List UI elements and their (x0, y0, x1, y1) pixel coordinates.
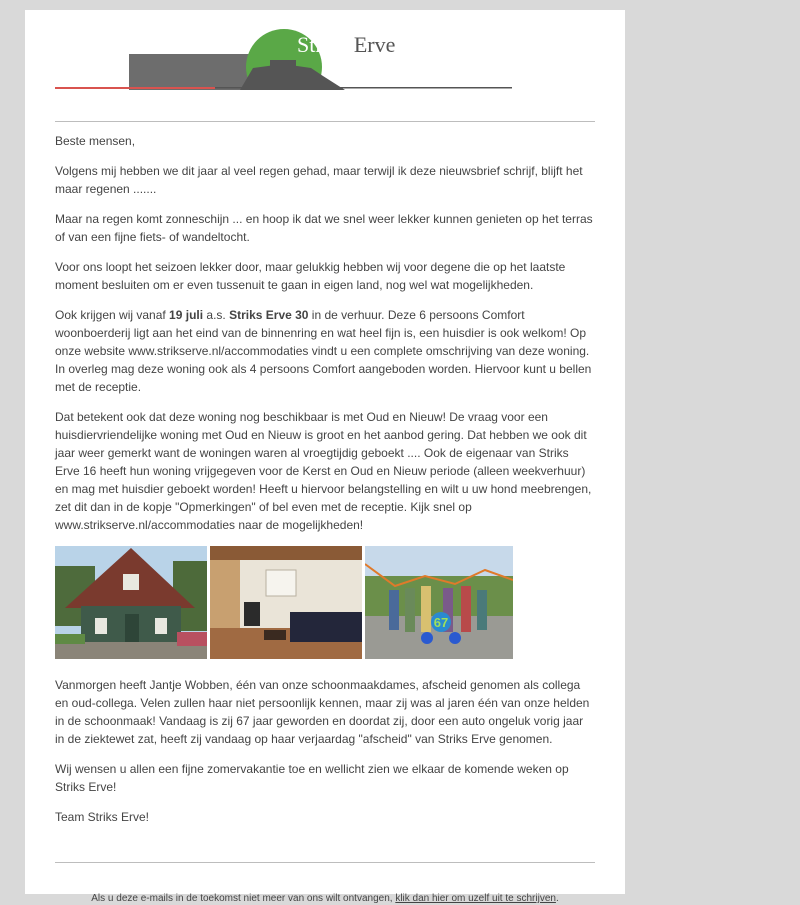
footer-end: . (555, 893, 559, 904)
footer-text: Als u deze e-mails in de toekomst niet meer van ons wilt ontvangen, (91, 893, 396, 904)
new-house-name: Striks Erve 30 (229, 308, 309, 322)
bottom-divider (55, 862, 595, 863)
paragraph-new-house (55, 306, 595, 396)
new-house-as: a.s. (203, 308, 230, 322)
footer-unsubscribe (0, 893, 650, 904)
logo-graphic (55, 20, 512, 90)
paragraph-rain: Volgens mij hebben we dit jaar al veel regen gehad, maar terwijl ik deze nieuwsbrief schrijf, blijft het maar regenen ....... (55, 164, 583, 196)
unsubscribe-link[interactable]: klik dan hier om uzelf uit te schrijven (395, 893, 556, 904)
new-house-details: in de verhuur. Deze 6 persoons Comfort woonboerderij ligt aan het eind van de binnenring en wat heel fijn is, een huisdier is ook welkom! Op onze website www.strikserve.nl/accommodaties vindt u een complete omschrijving van deze woning. In overleg mag deze woning ook als 4 persoons Comfort aangeboden worden. Hiervoor kunt u bellen met de receptie. (55, 308, 592, 394)
logo-wordmark (297, 34, 395, 56)
top-divider (55, 121, 595, 122)
balloon-number: 67 (433, 615, 449, 630)
new-house-date: 19 juli (169, 308, 204, 322)
paragraph-sunshine: Maar na regen komt zonneschijn ... en hoop ik dat we snel weer lekker kunnen genieten op het terras of van een fijne fiets- of wandeltocht. (55, 212, 593, 244)
newsletter-body (55, 132, 595, 838)
signoff: Team Striks Erve! (55, 810, 150, 824)
paragraph-new-year: Dat betekent ook dat deze woning nog beschikbaar is met Oud en Nieuw! De vraag voor een huisdiervriendelijke woning met Oud en Nieuw is groot en het aanbod gering. Dat hebben we ook dit jaar weer gemerkt want de woningen waren al vroegtijdig geboekt .... Ook de eigenaar van Striks Erve 16 heeft hun woning vrijgegeven voor de Kerst en Oud en Nieuw periode (alleen weekverhuur) en mag met huisdier geboekt worden! Heeft u hiervoor belangstelling en wilt u uw hond meebrengen, zet dit dan in de kopje "Opmerkingen" of bel even met de receptie. Kijk snel op www.strikserve.nl/accommodaties naar de mogelijkheden! (55, 410, 592, 532)
photo-farmhouse-exterior[interactable] (55, 546, 207, 659)
paragraph-season: Voor ons loopt het seizoen lekker door, maar gelukkig hebben wij voor degene die op het laatste moment besluiten om er even tussenuit te gaan in eigen land, nog wel wat mogelijkheden. (55, 260, 566, 292)
newsletter-header (55, 20, 512, 90)
newsletter-card (25, 10, 625, 894)
new-house-intro: Ook krijgen wij vanaf (55, 308, 170, 322)
photo-living-room[interactable] (210, 546, 362, 659)
barn-silhouette (129, 54, 249, 90)
greeting: Beste mensen, (55, 134, 136, 148)
farmhouse-gable (270, 60, 296, 90)
paragraph-wishes: Wij wensen u allen een fijne zomervakantie toe en wellicht zien we elkaar de komende weken op Striks Erve! (55, 762, 569, 794)
logo-word-striks: Striks (297, 32, 349, 57)
photo-strip (55, 546, 595, 659)
logo-word-erve: Erve (353, 32, 396, 57)
header-dark-line (215, 87, 512, 89)
header-red-line (55, 87, 215, 89)
paragraph-farewell: Vanmorgen heeft Jantje Wobben, één van onze schoonmaakdames, afscheid genomen als collega en oud-collega. Velen zullen haar niet persoonlijk kennen, maar zij was al jaren één van onze helden in de schoonmaak! Vandaag is zij 67 jaar geworden en doordat zij, door een auto ongeluk vorig jaar in de ziektewet zat, heeft zij vandaag op haar verjaardag "afscheid" van Striks Erve genomen. (55, 678, 590, 746)
photo-farewell-group[interactable] (365, 546, 513, 659)
